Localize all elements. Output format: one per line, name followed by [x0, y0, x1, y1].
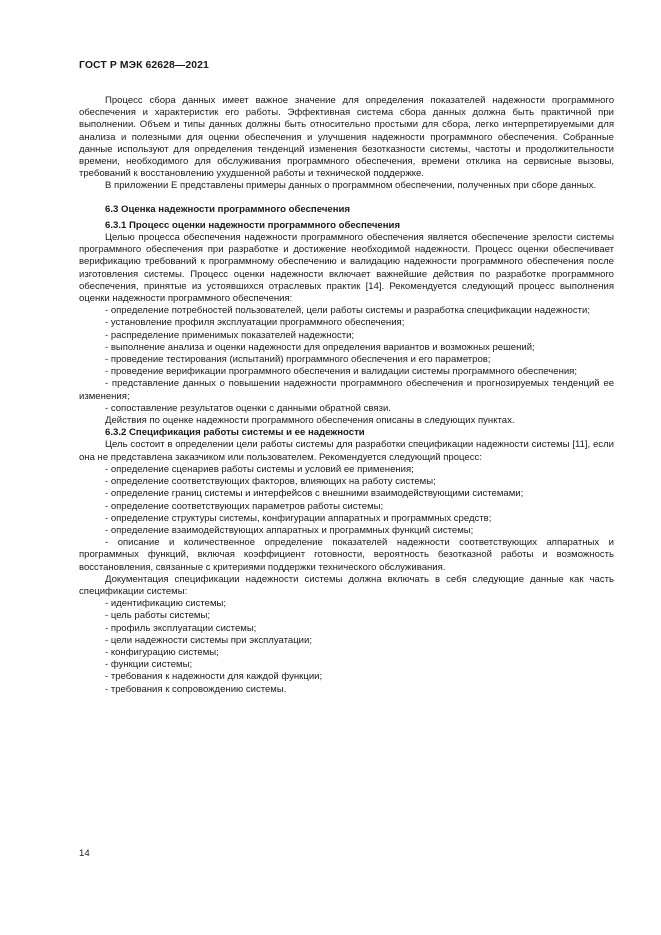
list-item: - цели надежности системы при эксплуатации;: [105, 634, 312, 646]
list-item: - идентификацию системы;: [105, 598, 227, 610]
page-number: 14: [79, 848, 90, 859]
list-item: - представление данных о повышении надежности программного обеспечения и прогнозируемых тенденций ее изменения;: [79, 378, 614, 402]
section-6-3-2-documentation-list: [79, 598, 614, 696]
list-item: - установление профиля эксплуатации программного обеспечения;: [105, 317, 405, 329]
list-item: - функции системы;: [105, 659, 193, 671]
list-item: - требования к сопровождению системы.: [105, 683, 287, 695]
list-item: - проведение верификации программного обеспечения и валидации системы программного обеспечения;: [105, 366, 577, 378]
list-item: - выполнение анализа и оценки надежности для определения вариантов и возможных решений;: [105, 341, 535, 353]
list-item: - определение структуры системы, конфигурации аппаратных и программных средств;: [105, 512, 492, 524]
section-6-3-2-heading: 6.3.2 Спецификация работы системы и ее надежности: [105, 427, 365, 439]
section-6-3-2-paragraph-1: Цель состоит в определении цели работы системы для разработки спецификации надежности системы [11], если она не представлена заказчиком или пользователем. Рекомендуется следующий процесс:: [79, 439, 614, 463]
list-item: - цель работы системы;: [105, 610, 210, 622]
list-item: - требования к надежности для каждой функции;: [105, 671, 323, 683]
list-item: - определение соответствующих факторов, влияющих на работу системы;: [105, 476, 436, 488]
section-6-3-heading: 6.3 Оценка надежности программного обеспечения: [105, 203, 351, 215]
list-item: - распределение применимых показателей надежности;: [105, 329, 355, 341]
list-item: - конфигурацию системы;: [105, 646, 219, 658]
list-item: - проведение тестирования (испытаний) программного обеспечения и его параметров;: [105, 354, 491, 366]
section-6-3-1-paragraph-1: Целью процесса обеспечения надежности программного обеспечения является обеспечение зрелости системы программного обеспечения при разработке и достижение необходимой надежности. Процесс оценки обеспечивает верификацию требований к программному обеспечению и валидацию надежности программного обеспечения после изготовления системы. Процесс оценки надежности включает важнейшие действия по разработке программного обеспечения, принятые из устоявшихся отраслевых практик [14]. Рекомендуется следующий процесс выполнения оценки надежности программного обеспечения:: [79, 232, 614, 305]
section-6-3-2-list: [79, 464, 614, 574]
document-body: [79, 95, 614, 696]
list-item: - определение потребностей пользователей, цели работы системы и разработка спецификации надежности;: [105, 305, 590, 317]
list-item: - определение сценариев работы системы и условий ее применения;: [105, 463, 414, 475]
intro-paragraph-2: В приложении Е представлены примеры данных о программном обеспечении, полученных при сборе данных.: [105, 180, 597, 192]
list-item: - описание и количественное определение показателей надежности соответствующих аппаратных и программных функций, включая коэффициент готовности, вероятность безотказной работы и возможность восстановления, связанные с критериями поддержки технического обслуживания.: [79, 537, 614, 573]
document-header: ГОСТ Р МЭК 62628—2021: [79, 60, 209, 71]
section-6-3-1-heading: 6.3.1 Процесс оценки надежности программного обеспечения: [105, 219, 401, 231]
section-6-3-1-paragraph-2: Действия по оценке надежности программного обеспечения описаны в следующих пунктах.: [105, 415, 515, 427]
section-6-3-1-list: [79, 305, 614, 415]
list-item: - определение соответствующих параметров работы системы;: [105, 500, 384, 512]
intro-paragraph-1: Процесс сбора данных имеет важное значение для определения показателей надежности программного обеспечения и характеристик его работы. Эффективная система сбора данных должна быть практичной при выполнении. Объем и типы данных должны быть относительно простыми для сбора, легко интерпретируемыми для анализа и полезными для оценки обеспечения и улучшения надежности программного обеспечения. Собранные данные используют для определения тенденций изменения безотказности системы, частоты и продолжительности времени, необходимого для обслуживания программного обеспечения, времени отклика на сервисные вызовы, требований к восстановлению ухудшенной работы и технической поддержке.: [79, 95, 614, 180]
list-item: - профиль эксплуатации системы;: [105, 622, 257, 634]
list-item: - определение взаимодействующих аппаратных и программных функций системы;: [105, 524, 474, 536]
list-item: - определение границ системы и интерфейсов с внешними взаимодействующими системами;: [105, 488, 524, 500]
section-6-3-2-paragraph-2: Документация спецификации надежности системы должна включать в себя следующие данные как часть спецификации системы:: [79, 573, 614, 597]
list-item: - сопоставление результатов оценки с данными обратной связи.: [105, 402, 391, 414]
